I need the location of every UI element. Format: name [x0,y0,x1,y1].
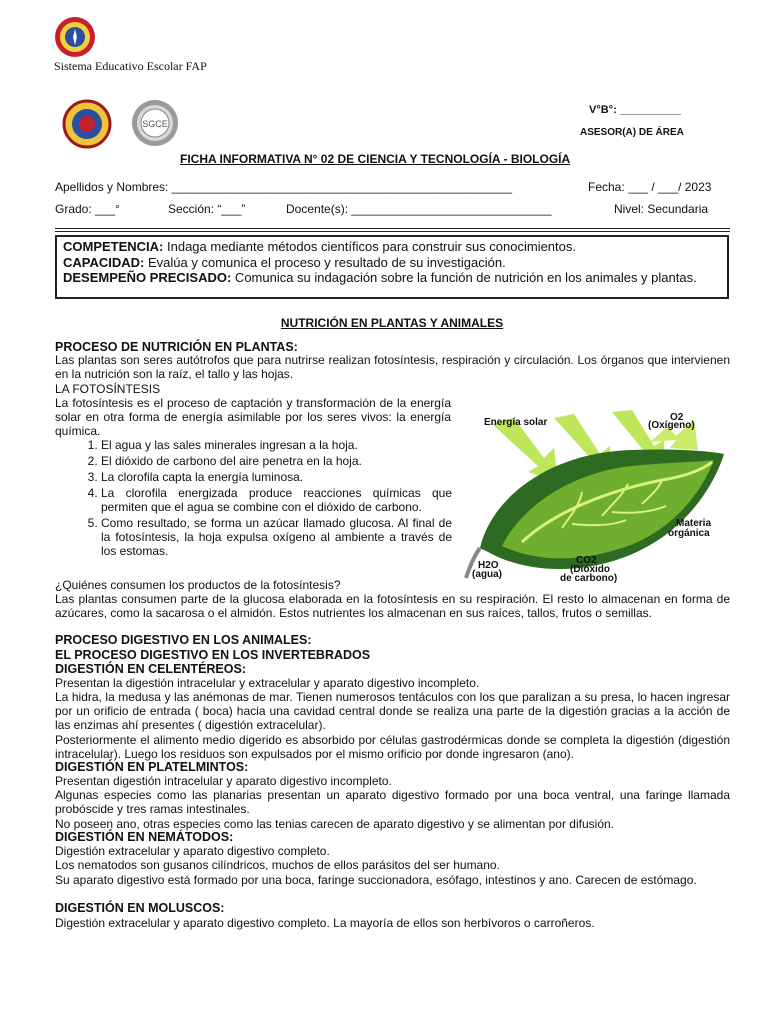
step-item: 3. La clorofila capta la energía luminosa. [101,470,452,484]
nematodos-text-2: Los nematodos son gusanos cilíndricos, muchos de ellos parásitos del ser humano. [55,858,500,872]
step-item: 2. El dióxido de carbono del aire penetra en la hoja. [101,454,452,468]
svg-text:Energía solar: Energía solar [484,417,548,428]
divider-line [55,228,730,229]
animales-heading: PROCESO DIGESTIVO EN LOS ANIMALES: [55,633,312,647]
step-item: 4. La clorofila energizada produce reacciones químicas que permiten que el agua se combine con el dióxido de carbono. [101,486,452,514]
celentereos-text-2: La hidra, la medusa y las anémonas de mar. Tienen numerosos tentáculos con los que paralizan a su presa, lo hacen ingresar por un orificio de entrada ( boca) hacia una cavidad central donde se realiza una parte de la digestión gracias a la acción de las enzimas ahí presentes ( digestión extracelular). [55,690,730,732]
nematodos-text-3: Su aparato digestivo está formado por una boca, faringe succionadora, esófago, intestinos y ano. Carecen de estómago. [55,873,697,887]
competencia-label: COMPETENCIA: [63,239,164,254]
school-crest-icon [62,99,112,149]
svg-text:(Dióxido: (Dióxido [570,564,610,575]
competencia-text: Indaga mediante métodos científicos para construir sus conocimientos. [163,239,576,254]
capacidad-text: Evalúa y comunica el proceso y resultado de su investigación. [144,254,506,270]
svg-text:Materia: Materia [676,518,712,529]
photosynthesis-diagram [462,396,734,586]
svg-text:H2O: H2O [478,560,499,571]
fotosintesis-title: LA FOTOSÍNTESIS [55,382,161,396]
platelmintos-text-3: No poseen ano, otras especies como las tenias carecen de aparato digestivo y se alimentan por difusión. [55,817,614,831]
svg-text:O2: O2 [670,412,684,423]
divider-line [55,231,730,232]
vb-label: V°B°: __________ [589,104,681,116]
step-item: 5. Como resultado, se forma un azúcar llamado glucosa. Al final de la fotosíntesis, la hoja expulsa oxígeno al ambiente a través de los estomas. [101,516,452,558]
step-item: 1. El agua y las sales minerales ingresan a la hoja. [101,438,452,452]
fap-logo [54,16,96,58]
svg-text:(agua): (agua) [472,569,502,580]
grade-field: Grado: ___° [55,202,120,216]
svg-text:SGCE: SGCE [142,119,168,129]
nematodos-heading: DIGESTIÓN EN NEMÁTODOS: [55,830,234,844]
desempeno-label: DESEMPEÑO PRECISADO: [63,270,232,285]
plantas-intro: Las plantas son seres autótrofos que para nutrirse realizan fotosíntesis, respiración y circulación. Los órganos que intervienen en la nutrición son la raíz, el tallo y las hojas. [55,353,730,381]
moluscos-heading: DIGESTIÓN EN MOLUSCOS: [55,901,225,915]
platelmintos-text-2: Algunas especies como las planarias presentan un aparato digestivo formado por una boca ventral, una faringe llamada probóscide y tres ramas intestinales. [55,788,730,816]
svg-text:(Oxígeno): (Oxígeno) [648,420,695,431]
platelmintos-heading: DIGESTIÓN EN PLATELMINTOS: [55,760,249,774]
nematodos-text-1: Digestión extracelular y aparato digestivo completo. [55,844,330,858]
svg-text:orgánica: orgánica [668,528,710,539]
fotosintesis-steps [55,438,452,560]
capacidad-label: CAPACIDAD: [63,254,145,270]
section-field: Sección: “___” [168,202,246,216]
section-title: NUTRICIÓN EN PLANTAS Y ANIMALES [280,316,504,330]
names-field: Apellidos y Nombres: ___________________________________________________ [55,180,513,194]
celentereos-heading: DIGESTIÓN EN CELENTÉREOS: [55,662,246,676]
asesor-label: ASESOR(A) DE ÁREA [580,127,684,138]
plantas-heading: PROCESO DE NUTRICIÓN EN PLANTAS: [55,340,298,354]
document-title: FICHA INFORMATIVA N° 02 DE CIENCIA Y TECNOLOGÍA - BIOLOGÍA [180,152,571,166]
platelmintos-text-1: Presentan digestión intracelular y aparato digestivo incompleto. [55,774,392,788]
competencies-box [55,235,729,299]
level-field: Nivel: Secundaria [614,202,709,216]
celentereos-text-3: Posteriormente el alimento medio digerido es absorbido por células gastrodérmicas donde se completa la digestión (digestión intracelular). Luego los residuos son expulsados por el mismo orificio por donde ingresaron (ano). [55,733,730,761]
desempeno-text: Comunica su indagación sobre la función de nutrición en los animales y plantas. [231,270,697,285]
svg-text:de carbono): de carbono) [560,573,618,584]
svg-text:CO2: CO2 [576,555,597,566]
productos-answer: Las plantas consumen parte de la glucosa elaborada en la fotosíntesis en su respiración. El resto lo almacenan en forma de azúcares, como la sacarosa o el almidón. Estos nutrientes los almacenan en sus raíces, tallos, frutos o semillas. [55,592,730,620]
teacher-field: Docente(s): ______________________________ [286,202,552,216]
fotosintesis-definition: La fotosíntesis es el proceso de captación y transformación de la energía solar en otra forma de energía asimilable por los seres vivos: la energía química. [55,396,451,438]
moluscos-text-1: Digestión extracelular y aparato digestivo completo. La mayoría de ellos son herbívoros o carroñeros. [55,916,595,930]
invertebrados-heading: EL PROCESO DIGESTIVO EN LOS INVERTEBRADOS [55,648,371,662]
celentereos-text-1: Presentan la digestión intracelular y extracelular y aparato digestivo incompleto. [55,676,480,690]
sgce-seal-icon [130,98,180,148]
org-name: Sistema Educativo Escolar FAP [54,59,207,73]
date-field: Fecha: ___ / ___/ 2023 [588,180,712,194]
productos-question: ¿Quiénes consumen los productos de la fotosíntesis? [55,578,341,592]
